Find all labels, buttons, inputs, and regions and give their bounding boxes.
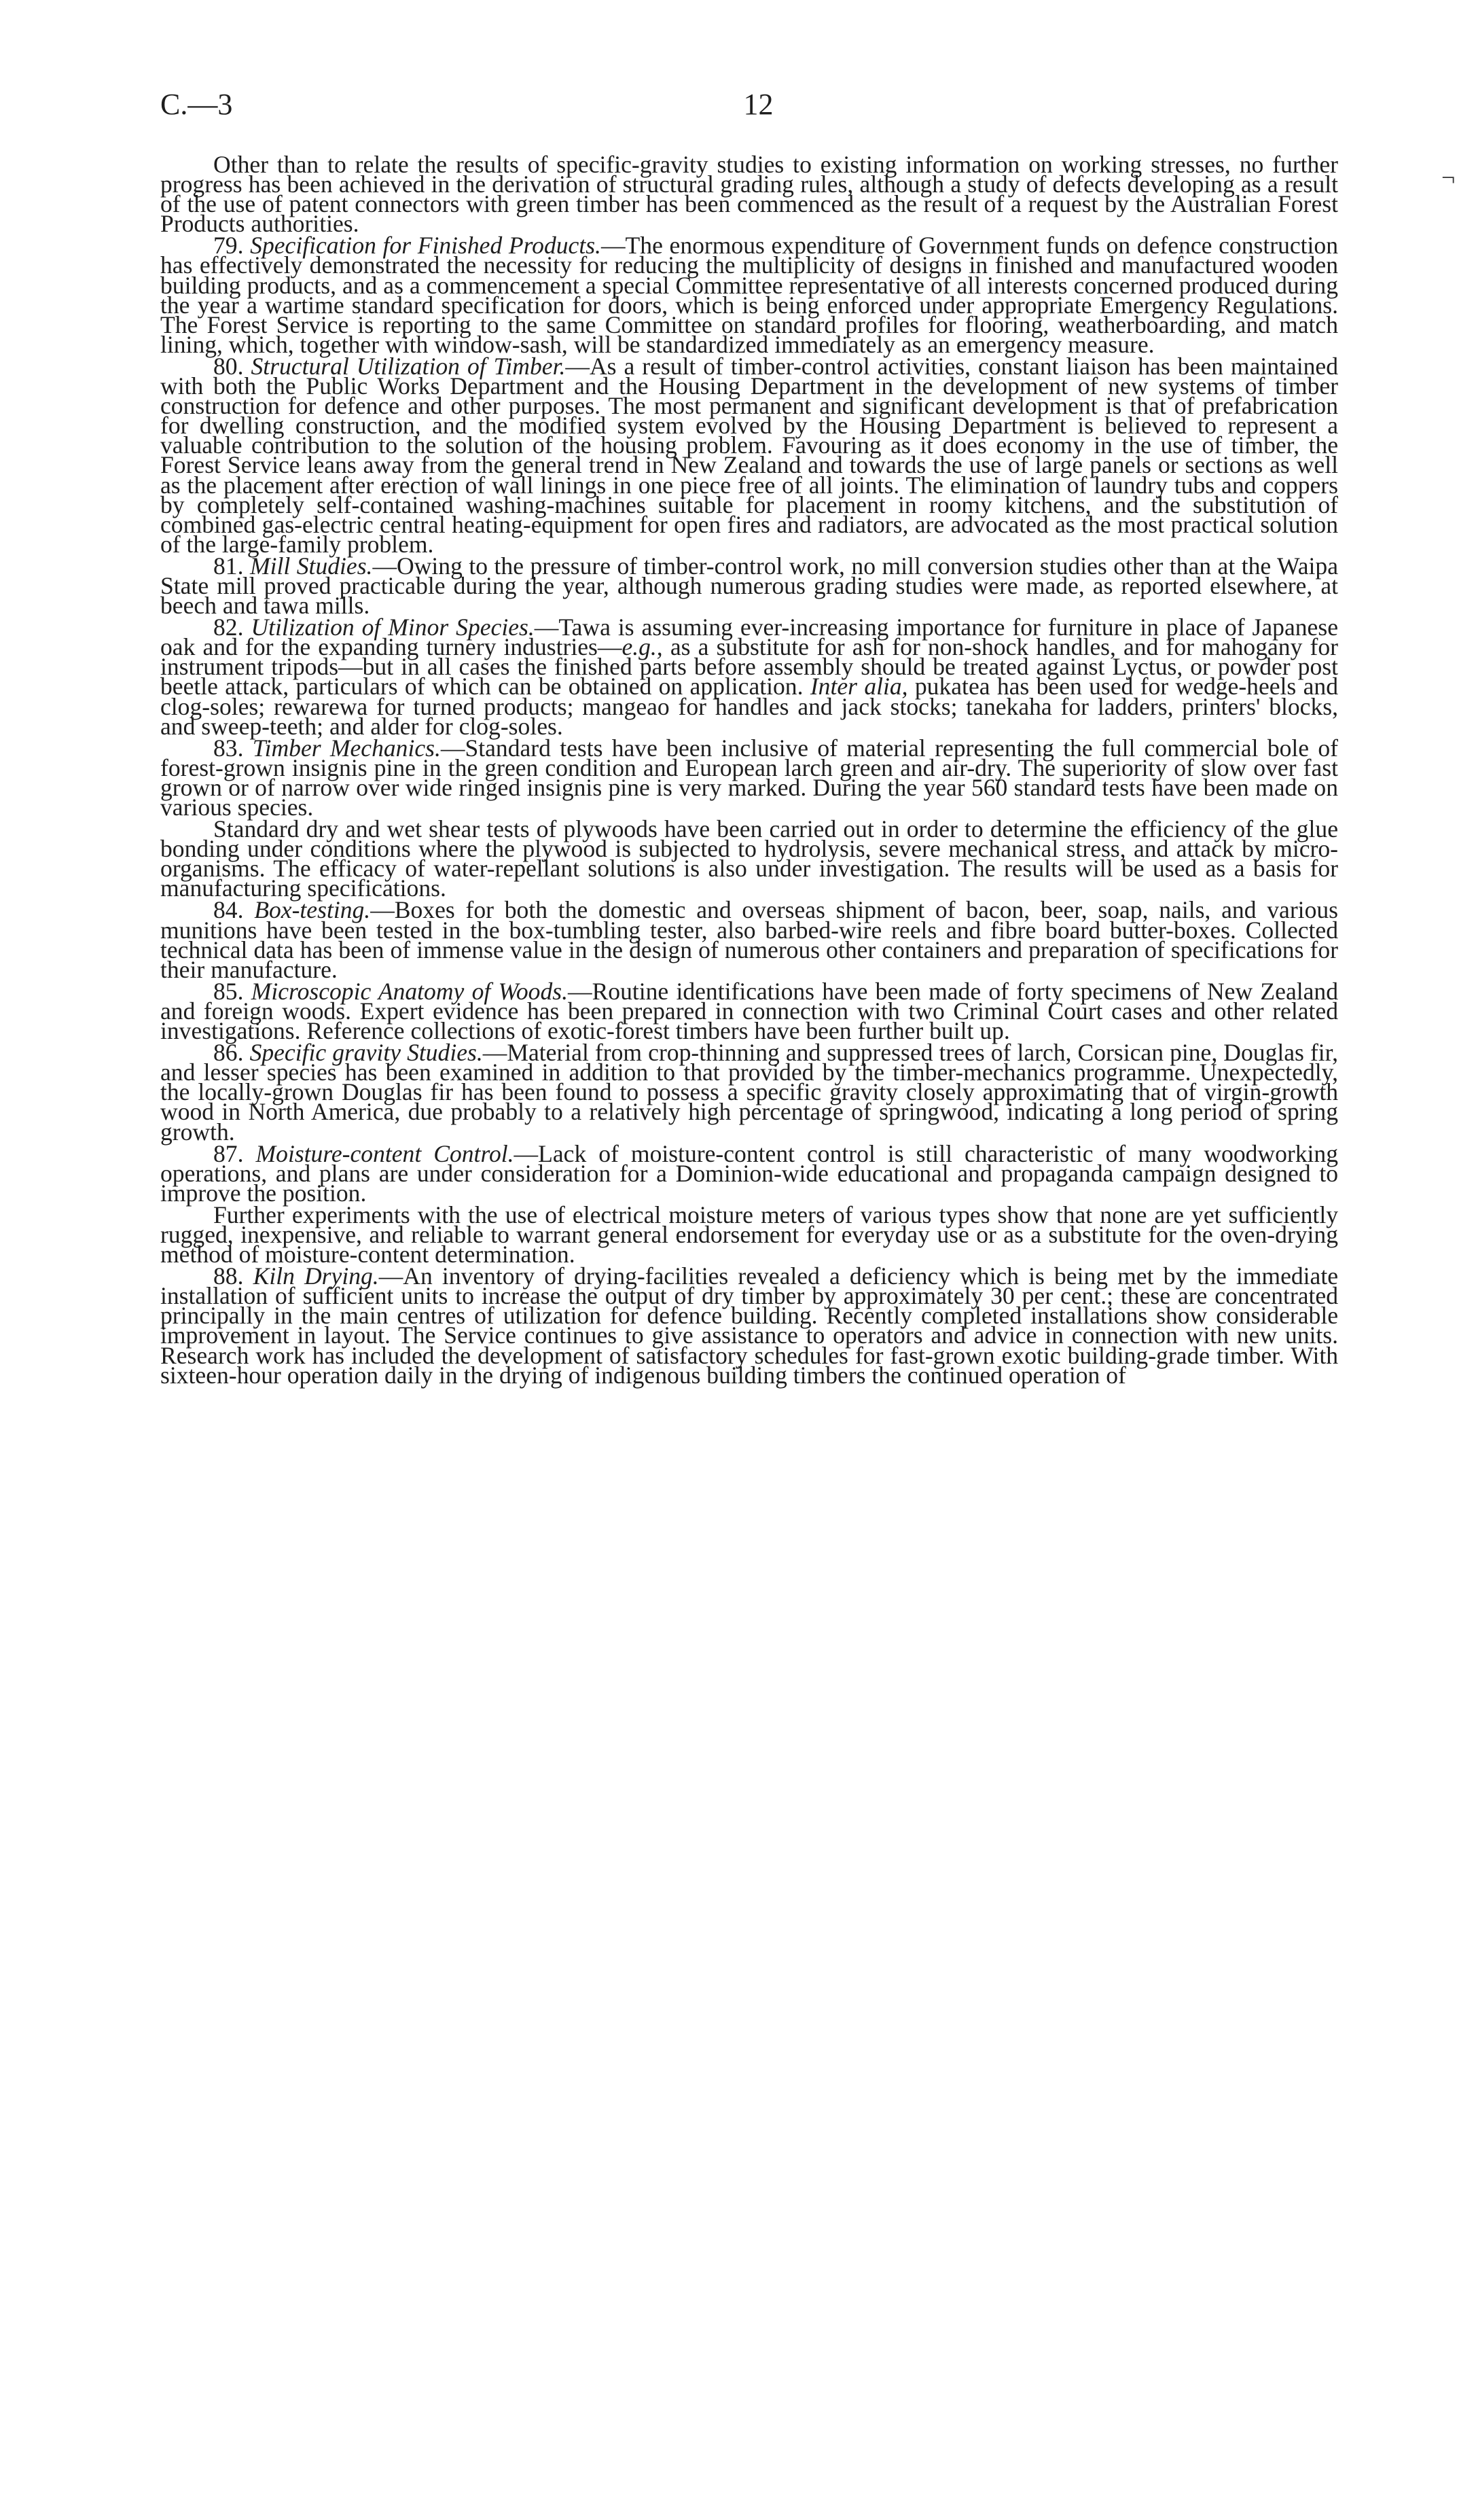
paragraph-83: 83. Timber Mechanics.—Standard tests have been inclusive of material representing the full commercial bole of forest-grown insignis pine in the green condition and European larch green and air-dry. The superiority of slow over fast grown or of narrow over wide ringed insignis pine is very marked. During the year 560 standard tests have been made on various species. — [160, 734, 1338, 821]
paragraph-heading: Moisture-content Control. — [255, 1139, 514, 1167]
paragraph-number: 79. — [213, 232, 244, 260]
paragraph-88: 88. Kiln Drying.—An inventory of drying-facilities revealed a deficiency which is being met by the immediate installation of sufficient units to increase the output of dry timber by approximately 30 per cent.; these are concentrated principally in the main centres of utilization for defence building. Recently completed installations show considerable improvement in layout. The Service continues to give assistance to operators and advice in connection with new units. Research work has included the development of satisfactory schedules for fast-grown exotic building-grade timber. With sixteen-hour operation daily in the drying of indigenous building timbers the continued operation of — [160, 1262, 1338, 1389]
margin-mark: ¬ — [1441, 164, 1456, 191]
paragraph-heading: Kiln Drying. — [253, 1262, 379, 1290]
paragraph-number: 86. — [213, 1039, 244, 1067]
paragraph-heading: Utilization of Minor Species. — [251, 614, 535, 641]
paragraph-82: 82. Utilization of Minor Species.—Tawa is assuming ever-increasing importance for furniture in place of Japanese oak and for the expanding turnery industries—e.g., as a substitute for ash for non-shock handles, and for mahogany for instrument tripods—but in all cases the finished parts before assembly should be treated against Lyctus, or powder post beetle attack, particulars of which can be obtained on application. Inter alia, pukatea has been used for wedge-heels and clog-soles; rewarewa for turned products; mangeao for handles and jack stocks; tanekaha for ladders, printers' blocks, and sweep-teeth; and alder for clog-soles. — [160, 614, 1338, 740]
paragraph-number: 82. — [213, 614, 244, 641]
page-number: 12 — [743, 88, 774, 121]
paragraph-heading: Box-testing. — [254, 896, 371, 924]
paragraph-heading: Timber Mechanics. — [252, 734, 441, 762]
paragraph-number: 85. — [213, 977, 244, 1005]
paragraph-number: 83. — [213, 734, 244, 762]
paragraph-79: 79. Specification for Finished Products.—The enormous expenditure of Government funds on defence construction has effectively demonstrated the necessity for reducing the multiplicity of designs in finished and manufactured wooden building products, and as a commencement a special Committee representative of all interests concerned produced during the year a wartime standard specification for doors, which is being enforced under appropriate Emergency Regulations. The Forest Service is reporting to the same Committee on standard profiles for flooring, weatherboarding, and match lining, which, together with window-sash, will be standardized immediately as an emergency measure. — [160, 232, 1338, 358]
paragraph-87: 87. Moisture-content Control.—Lack of moisture-content control is still characteristic of many woodworking operations, and plans are under consideration for a Dominion-wide educational and propaganda campaign designed to improve the position. — [160, 1139, 1338, 1207]
paragraph-number: 88. — [213, 1262, 244, 1290]
paragraph-number: 81. — [213, 552, 244, 580]
paragraph-heading: Specification for Finished Products. — [250, 232, 601, 260]
document-reference: C.—3 — [160, 88, 233, 121]
paragraph-81: 81. Mill Studies.—Owing to the pressure of timber-control work, no mill conversion studies other than at the Waipa State mill proved practicable during the year, although numerous grading studies were made, as reported elsewhere, at beech and tawa mills. — [160, 552, 1338, 620]
paragraph-heading: Specific gravity Studies. — [249, 1039, 483, 1067]
paragraph-number: 87. — [213, 1139, 244, 1167]
page-header — [160, 87, 1356, 128]
paragraph-number: 84. — [213, 896, 244, 924]
paragraph-heading: Structural Utilization of Timber. — [251, 352, 566, 380]
paragraph-heading: Microscopic Anatomy of Woods. — [251, 977, 568, 1005]
paragraph-80: 80. Structural Utilization of Timber.—As a result of timber-control activities, constant liaison has been maintained with both the Public Works Department and the Housing Department in the development of new systems of timber construction for defence and other purposes. The most permanent and significant development is that of prefabrication for dwelling construction, and the modified system evolved by the Housing Department is believed to represent a valuable contribution to the solution of the housing problem. Favouring as it does economy in the use of timber, the Forest Service leans away from the general trend in New Zealand and towards the use of large panels or sections as well as the placement after erection of wall linings in one piece free of all joints. The elimination of laundry tubs and coppers by completely self-contained washing-machines suitable for placement in roomy kitchens, and the substitution of combined gas-electric central heating-equipment for open fires and radiators, are advocated as the most practical solution of the large-family problem. — [160, 352, 1338, 558]
body-text — [160, 151, 1338, 1389]
paragraph-84: 84. Box-testing.—Boxes for both the domestic and overseas shipment of bacon, beer, soap, nails, and various munitions have been tested in the box-tumbling tester, also barbed-wire reels and fibre board butter-boxes. Collected technical data has been of immense value in the design of numerous other containers and preparation of specifications for their manufacture. — [160, 896, 1338, 983]
paragraph-86: 86. Specific gravity Studies.—Material from crop-thinning and suppressed trees of larch, Corsican pine, Douglas fir, and lesser species has been examined in addition to that provided by the timber-mechanics programme. Unexpectedly, the locally-grown Douglas fir has been found to possess a specific gravity closely approximating that of virgin-growth wood in North America, due probably to a relatively high percentage of springwood, indicating a long period of spring growth. — [160, 1039, 1338, 1146]
paragraph-85: 85. Microscopic Anatomy of Woods.—Routine identifications have been made of forty specimens of New Zealand and foreign woods. Expert evidence has been prepared in connection with two Criminal Court cases and other related investigations. Reference collections of exotic-forest timbers have been further built up. — [160, 977, 1338, 1045]
paragraph-intro: Other than to relate the results of specific-gravity studies to existing information on working stresses, no further progress has been achieved in the derivation of structural grading rules, although a study of defects developing as a result of the use of patent connectors with green timber has been commenced as the result of a request by the Australian Forest Products authorities. — [160, 151, 1338, 238]
paragraph-83-continued: Standard dry and wet shear tests of plywoods have been carried out in order to determine the efficiency of the glue bonding under conditions where the plywood is subjected to hydrolysis, severe mechanical stress, and attack by micro-organisms. The efficacy of water-repellant solutions is also under investigation. The results will be used as a basis for manufacturing specifications. — [160, 815, 1338, 902]
paragraph-heading: Mill Studies. — [249, 552, 373, 580]
paragraph-87-continued: Further experiments with the use of electrical moisture meters of various types show that none are yet sufficiently rugged, inexpensive, and reliable to warrant general endorsement for everyday use or as a substitute for the oven-drying method of moisture-content determination. — [160, 1201, 1338, 1268]
paragraph-number: 80. — [213, 352, 244, 380]
